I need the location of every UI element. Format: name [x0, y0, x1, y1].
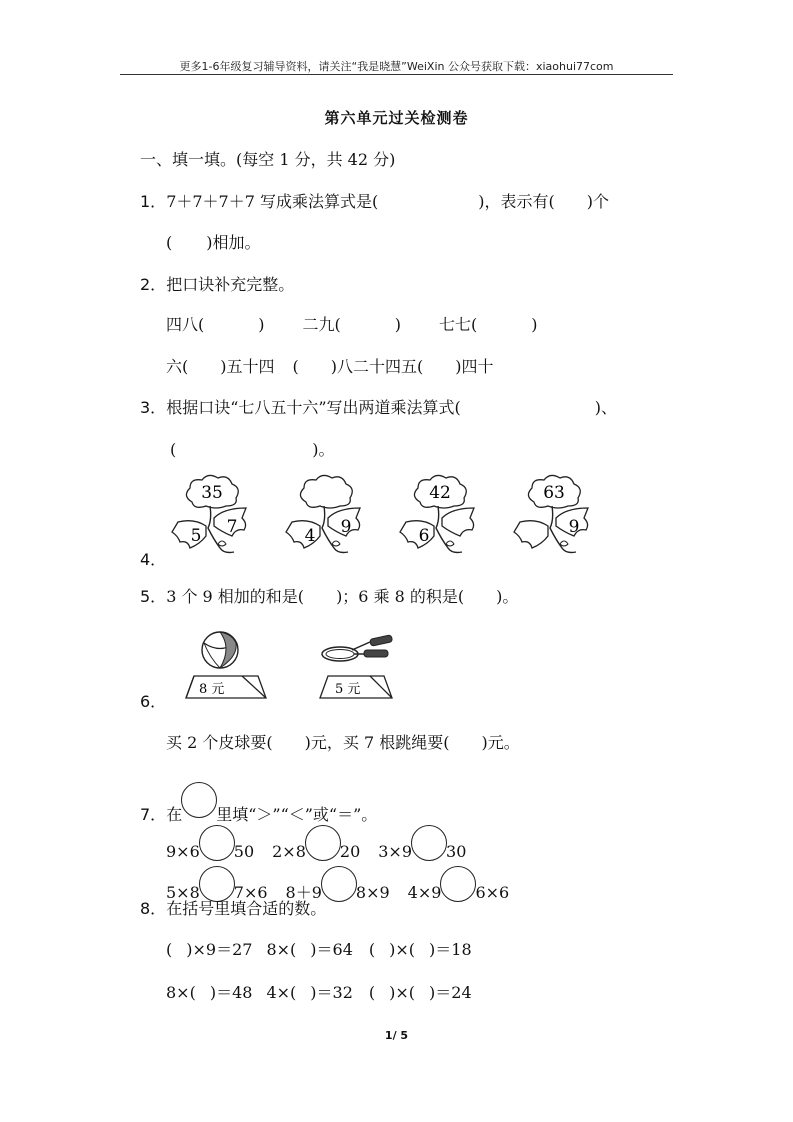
- question-1-text-c: )个: [586, 192, 609, 211]
- ball-icon: [202, 632, 238, 668]
- question-2-row-1: [166, 315, 538, 335]
- answer-circle[interactable]: [440, 866, 476, 902]
- mnemonic-part: ): [258, 315, 265, 334]
- equation-part: )＝24: [429, 983, 472, 1002]
- rope-price-label: 5 元: [335, 682, 361, 697]
- question-8-row-2: [166, 983, 472, 1003]
- flower-right-number: 9: [568, 517, 580, 537]
- flower-figure: [286, 475, 360, 552]
- mnemonic-part: 七七(: [439, 315, 478, 334]
- question-number: 4．: [140, 550, 167, 569]
- equation-part: )×9＝27: [186, 940, 253, 959]
- section-heading: 一、填一填。(每空 1 分，共 42 分): [140, 150, 396, 169]
- flower-figure: [400, 475, 474, 552]
- jump-rope-icon: [322, 635, 393, 661]
- mnemonic-part: ): [531, 315, 538, 334]
- question-1-cont: [166, 233, 261, 253]
- question-number: 1．: [140, 192, 167, 211]
- question-5-text-b: )；6 乘 8 的积是(: [336, 587, 465, 606]
- flower-figure: [514, 475, 588, 552]
- equation-part: (: [368, 940, 376, 959]
- question-6-text-a: 买 2 个皮球要(: [166, 733, 273, 752]
- equation-part: 8×(: [266, 940, 297, 959]
- expression: 4×9: [407, 883, 442, 902]
- question-2: [140, 275, 294, 295]
- question-5-text-a: 3 个 9 相加的和是(: [166, 587, 305, 606]
- expression: 5×8: [166, 883, 200, 902]
- mnemonic-part: ): [394, 315, 401, 334]
- question-7-row-1: [166, 825, 466, 862]
- question-2-text: 把口诀补充完整。: [166, 275, 295, 294]
- question-2-row-2: [166, 357, 494, 377]
- question-7-text-b: 里填“＞”“＜”或“＝”。: [216, 805, 378, 824]
- flower-left-number: 5: [190, 526, 202, 546]
- question-3-cont: [170, 440, 335, 460]
- flower-figures: [160, 472, 620, 562]
- equation-part: )＝32: [310, 983, 353, 1002]
- flower-figure: [172, 475, 246, 552]
- question-6-text-b: )元，买 7 根跳绳要(: [304, 733, 450, 752]
- answer-circle[interactable]: [411, 825, 447, 861]
- question-7: [140, 782, 377, 825]
- question-number: 2．: [140, 275, 167, 294]
- flower-left-number: 4: [304, 526, 316, 546]
- equation-part: )×(: [389, 940, 416, 959]
- expression: 30: [446, 842, 467, 861]
- expression: 50: [233, 842, 255, 861]
- question-1-text-a: 7＋7＋7＋7 写成乘法算式是(: [166, 192, 379, 211]
- expression: 8×9: [355, 883, 390, 902]
- question-8: [140, 899, 326, 919]
- compare-circle-icon: [181, 782, 217, 818]
- question-5-text-c: )。: [496, 587, 519, 606]
- equation-part: 4×(: [266, 983, 297, 1002]
- expression: 8＋9: [285, 883, 322, 902]
- answer-circle[interactable]: [199, 825, 235, 861]
- left-leaf: [514, 521, 548, 548]
- mnemonic-part: 六(: [166, 357, 189, 376]
- question-6-text-c: )元。: [481, 733, 520, 752]
- rope-price-figure: [314, 630, 404, 706]
- expression: 3×9: [378, 842, 413, 861]
- mnemonic-part: )五十四: [220, 357, 275, 376]
- question-number: 5．: [140, 587, 167, 606]
- equation-part: (: [368, 983, 376, 1002]
- question-number: 6．: [140, 692, 167, 711]
- mnemonic-part: (: [292, 357, 299, 376]
- flower-top-number: 35: [201, 483, 223, 503]
- question-3: [140, 398, 617, 418]
- tendril: [218, 541, 226, 546]
- expression: 6×6: [475, 883, 510, 902]
- tendril: [560, 541, 568, 546]
- mnemonic-part: )四十: [455, 357, 494, 376]
- header-rule: [120, 74, 673, 75]
- question-3-text-c: (: [170, 440, 177, 459]
- question-7-text-a: 在: [166, 805, 183, 824]
- question-8-text: 在括号里填合适的数。: [166, 899, 327, 918]
- page-number: 1/ 5: [384, 1029, 409, 1042]
- flower-top-number: 42: [429, 483, 451, 503]
- mnemonic-part: 四八(: [166, 315, 205, 334]
- question-1-text-e: )相加。: [206, 233, 261, 252]
- price-tag: [186, 676, 266, 698]
- flower-right-number: 7: [226, 517, 238, 537]
- question-1: [140, 192, 609, 212]
- right-leaf: [442, 508, 474, 536]
- ball-price-label: 8 元: [199, 682, 225, 697]
- question-5: [140, 587, 518, 607]
- answer-circle[interactable]: [321, 866, 357, 902]
- equation-part: 8×(: [166, 983, 196, 1002]
- tendril: [332, 541, 340, 546]
- mnemonic-part: )八二十四五(: [330, 357, 424, 376]
- answer-circle[interactable]: [199, 866, 235, 902]
- flower-left-number: 6: [418, 526, 430, 546]
- question-number: 8．: [140, 899, 167, 918]
- equation-part: )＝64: [310, 940, 353, 959]
- question-number: 7．: [140, 805, 167, 824]
- mnemonic-part: 二九(: [302, 315, 341, 334]
- question-3-text-b: )、: [594, 398, 618, 417]
- equation-part: (: [166, 940, 173, 959]
- equation-part: )＝18: [429, 940, 472, 959]
- cloud-shape: [300, 475, 352, 508]
- expression: 7×6: [233, 883, 268, 902]
- answer-circle[interactable]: [305, 825, 341, 861]
- equation-part: )×(: [389, 983, 416, 1002]
- question-3-text-d: )。: [312, 440, 335, 459]
- expression: 9×6: [166, 842, 200, 861]
- equation-part: )＝48: [209, 983, 253, 1002]
- question-6-number: [140, 692, 166, 712]
- ball-price-figure: [180, 628, 270, 706]
- page-title: 第六单元过关检测卷: [324, 109, 469, 127]
- question-3-text-a: 根据口诀“七八五十六”写出两道乘法算式(: [166, 398, 461, 417]
- expression: 2×8: [272, 842, 306, 861]
- flower-top-number: 63: [543, 483, 565, 503]
- question-7-row-2: [166, 866, 509, 903]
- tendril: [446, 541, 454, 546]
- expression: 20: [339, 842, 361, 861]
- question-6: [166, 733, 520, 753]
- flower-right-number: 9: [340, 517, 352, 537]
- page-header: 更多1-6年级复习辅导资料，请关注“我是晓慧”WeiXin 公众号获取下载：xiaohui77com: [179, 60, 614, 73]
- question-number: 3．: [140, 398, 167, 417]
- question-8-row-1: [166, 940, 472, 960]
- question-1-text-b: )，表示有(: [478, 192, 555, 211]
- question-1-text-d: (: [166, 233, 173, 252]
